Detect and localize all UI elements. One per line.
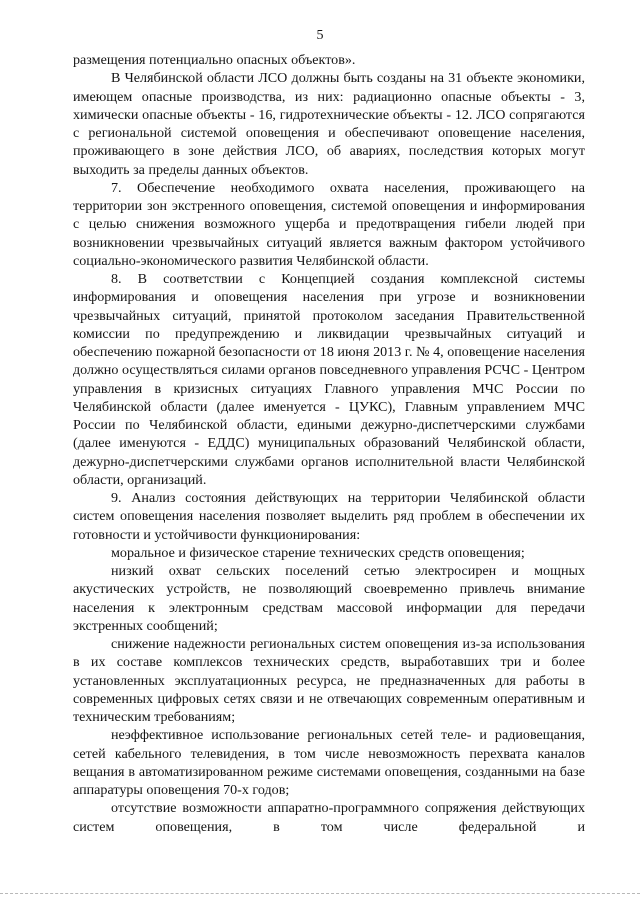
scan-bottom-edge xyxy=(0,893,640,894)
paragraph-item-8: 8. В соответствии с Концепцией создания комплексной системы информирования и оповещения населения при угрозе и возникновении чрезвычайных ситуаций, принятой протоколом заседания Правительственной комиссии по предупреждению и ликвидации чрезвычайных ситуаций и обеспечению пожарной безопасности от 18 июня 2013 г. № 4, оповещение населения должно осуществляться силами органов повседневного управления РСЧС - Центром управления в кризисных ситуациях Главного управления МЧС России по Челябинской области (далее именуется - ЦУКС), Главным управлением МЧС России по Челябинской области, едиными дежурно-диспетчерскими службами (далее именуются - ЕДДС) муниципальных образований Челябинской области, дежурно-диспетчерскими службами органов исполнительной власти Челябинской области, организаций. xyxy=(73,271,585,488)
problem-list-item: снижение надежности региональных систем оповещения из-за использования в их составе комплексов технических средств, выработавших три и более установленных эксплуатационных ресурса, не предназначенных для работы в современных цифровых сетях связи и не отвечающих современным оперативным и техническим требованиям; xyxy=(73,636,585,725)
problem-list-item: низкий охват сельских поселений сетью электросирен и мощных акустических устройств, не позволяющий своевременно привлечь внимание населения к электронным средствам массовой информации для передачи экстренных сообщений; xyxy=(73,563,585,634)
page-number: 5 xyxy=(316,28,324,43)
document-body xyxy=(73,51,585,854)
paragraph-lso-objects: В Челябинской области ЛСО должны быть созданы на 31 объекте экономики, имеющем опасные производства, из них: радиационно опасные объекты - 3, химически опасные объекты - 16, гидротехнические объекты - 12. ЛСО сопрягаются с региональной системой оповещения и обеспечивают оповещение населения, проживающего в зоне действия ЛСО, об авариях, последствия которых могут выходить за пределы данных объектов. xyxy=(73,70,585,178)
paragraph-continuation: размещения потенциально опасных объектов». xyxy=(73,52,356,68)
problem-list-item: отсутствие возможности аппаратно-программного сопряжения действующих систем оповещения, в том числе федеральной и xyxy=(73,800,585,835)
paragraph-item-7: 7. Обеспечение необходимого охвата населения, проживающего на территории зон экстренного оповещения, системой оповещения и информирования с целью снижения возможного ущерба и предотвращения гибели людей при возникновении чрезвычайных ситуаций является важным фактором устойчивого социально-экономического развития Челябинской области. xyxy=(73,179,585,269)
paragraph-item-9: 9. Анализ состояния действующих на территории Челябинской области систем оповещения населения позволяет выделить ряд проблем в обеспечении их готовности и устойчивости функционирования: xyxy=(73,490,585,543)
problem-list-item: моральное и физическое старение технических средств оповещения; xyxy=(111,544,525,561)
problem-list-item: неэффективное использование региональных сетей теле- и радиовещания, сетей кабельного телевидения, в том числе невозможность перехвата каналов вещания в автоматизированном режиме системами оповещения, созданными на базе аппаратуры оповещения 70-х годов; xyxy=(73,727,585,798)
